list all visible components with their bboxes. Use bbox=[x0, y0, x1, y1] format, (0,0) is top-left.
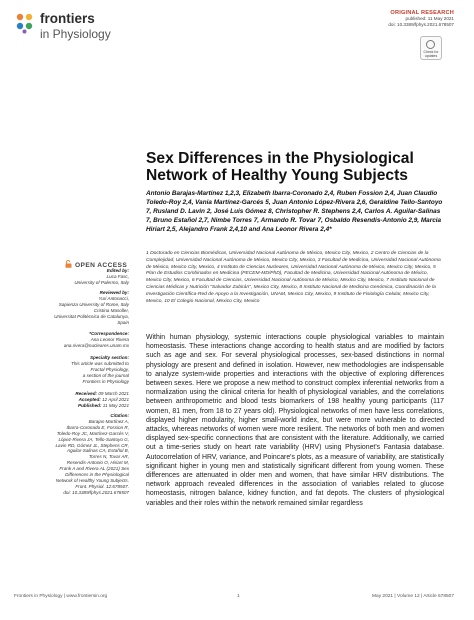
accepted-label: Accepted: bbox=[78, 396, 101, 402]
check-updates-button[interactable] bbox=[420, 36, 442, 60]
citation-line: Differences in the Physiological bbox=[65, 472, 129, 478]
published-row bbox=[34, 403, 129, 409]
abstract-text: Within human physiology, systemic interactions couple physiological variables to maintain homeostasis. These interactions change according to health status and are modified by factors such as age and sex. For several physiological processes, sex-based distinctions in normal physiology are present and defined in isolation. However, new methodologies are indispensable to analyze system-wide properties and interactions with the objective of exploring differences between sexes. Here we propose a new method to construct complex inferential networks from a normalization using the clinical criteria for health of physiological variables, and the correlations between anthropometric and blood tests biomarkers of 198 healthy young participants (117 women, 81 men, from 18 to 27 years old). Physiological networks of men have less correlations, displayed higher modularity, higher small-world index, but were more vulnerable to directed attacks, whereas networks of women were more resilient. The networks of both men and women displayed sex-specific connections that are consistent with the literature. Additionally, we carried out a time-series study on heart rate variability (HRV) using Physionet's Fantasia database. Autocorrelation of HRV, variance, and Poincare's plots, as a measure of variability, are statistically significant higher in young men and statistically significant different from young women. These differences are attenuated in older men and women, that have similar HRV distributions. The network approach revealed differences in the association of variables related to glucose homeostasis, nitrogen balance, kidney function, and fat depots. The clusters of physiological variables and their roles within the network remained similar regardless bbox=[146, 334, 444, 507]
specialty-line: Fractal Physiology, bbox=[90, 366, 129, 372]
specialty-block bbox=[34, 355, 129, 385]
citation-line: Frank A and Rivera AL (2021) Sex bbox=[59, 466, 129, 472]
published-date: published: 11 May 2021 bbox=[405, 16, 454, 21]
citation-block bbox=[34, 413, 129, 496]
citation-line: López-Rivera JA, Tello-Santoyo G, bbox=[58, 436, 129, 442]
article-title: Sex Differences in the Physiological Network of Healthy Young Subjects bbox=[146, 150, 414, 184]
reviewer-line: Spain bbox=[117, 319, 129, 325]
accepted-date: 12 April 2021 bbox=[102, 396, 129, 402]
published-date-side: 11 May 2021 bbox=[102, 402, 129, 408]
editor-affiliation: University of Palermo, Italy bbox=[74, 279, 129, 285]
received-date: 09 March 2021 bbox=[98, 391, 129, 396]
reviewed-by-block bbox=[34, 290, 129, 325]
correspondence-name: Ana Leonor Rivera bbox=[90, 336, 129, 342]
specialty-label: Specialty section: bbox=[89, 355, 129, 360]
correspondence-label: *Correspondence: bbox=[89, 331, 129, 336]
check-updates-label: Check for updates bbox=[423, 50, 439, 58]
citation-line: Lavin RD, Gómez JL, Stephens CR, bbox=[55, 442, 129, 448]
open-lock-icon bbox=[65, 260, 72, 268]
edited-by-block bbox=[34, 268, 129, 286]
author-list: Antonio Barajas-Martínez 1,2,3, Elizabeth Ibarra-Coronado 2,4, Ruben Fossion 2,4, Juan Claudio Toledo-Roy 2,4, Vania Martínez-Garcés 5, Juan Antonio López-Rivera 2,6, Geraldine Tello-Santoyo 7, Rusland D. Lavin 2, José Luis Gómez 8, Christopher R. Stephens 2,4, Carlos A. Aguilar-Salinas 7, Bruno Estañol 2,7, Nimbe Torres 7, Armando R. Tovar 7, Osbaldo Resendis-Antonio 2,9, Marcia Hiriart 2,5, Alejandro Frank 2,4,10 and Ana Leonor Rivera 2,4* bbox=[146, 190, 443, 233]
page-number: 1 bbox=[237, 594, 240, 599]
frontiers-logo-icon bbox=[14, 12, 36, 34]
specialty-line: This article was submitted to bbox=[71, 360, 129, 366]
editor-name: Luca Fasc, bbox=[106, 273, 129, 279]
journal-logo bbox=[14, 10, 154, 50]
article-type: ORIGINAL RESEARCH bbox=[390, 10, 454, 16]
citation-line: Ibarra-Coronado E, Fossion R, bbox=[66, 424, 129, 430]
citation-label: Citation: bbox=[110, 413, 129, 418]
reviewed-by-label: Reviewed by: bbox=[99, 290, 129, 295]
reviewer-line: Sapienza University of Rome, Italy bbox=[58, 301, 129, 307]
reviewer-line: Cristina Masoller, bbox=[93, 307, 129, 313]
affiliations: 1 Doctorado en Ciencias Biomédicas, Universidad Nacional Autónoma de México, Mexico City, Mexico, 2 Centro de Ciencias de la Complejidad, Universidad Nacional Autónoma de México, Mexico City, Mexico, 3 Facultad de Medicina, Universidad Nacional Autónoma de México, Mexico City, Mexico, 4 Instituto de Ciencias Nucleares, Universidad Nacional Autónoma de México, Mexico City, Mexico, 5 Plan de Estudios Combinados en Medicina (PECEM-MD/PhD), Facultad de Medicina, Universidad Nacional Autónoma de México, Mexico City, Mexico, 6 Facultad de Ciencias, Universidad Nacional Autónoma de México, Mexico City, Mexico, 7 Instituto Nacional de Ciencias Médicas y Nutrición "Salvador Zubirán", Mexico City, Mexico, 8 Instituto Nacional de Medicina Genómica, Coordinación de la Investigación Científica-Red de Apoyo a la Investigación, UNAM, Mexico City, Mexico, 9 Instituto de Fisiología Celular, Mexico City, Mexico, 10 El Colegio Nacional, Mexico City, Mexico bbox=[146, 251, 441, 304]
edited-by-label: Edited by: bbox=[106, 268, 129, 273]
footer-journal: Frontiers in Physiology | www.frontiersin.org bbox=[14, 594, 108, 599]
citation-doi[interactable]: doi: 10.3389/fphys.2021.678507 bbox=[63, 489, 129, 495]
reviewer-line: Universitat Politècnica de Catalunya, bbox=[54, 313, 129, 319]
received-label: Received: bbox=[75, 391, 98, 396]
citation-line: Toledo-Roy JC, Martínez-Garcés V, bbox=[56, 430, 129, 436]
doi-link[interactable]: doi: 10.3389/fphys.2021.678507 bbox=[388, 22, 454, 27]
publisher-name: frontiers bbox=[40, 11, 95, 26]
open-access-label: OPEN ACCESS bbox=[75, 262, 128, 269]
article-meta bbox=[388, 10, 454, 28]
correspondence-block bbox=[34, 331, 129, 349]
citation-line: Barajas-Martínez A, bbox=[88, 418, 129, 424]
citation-line: Front. Physiol. 12:678507. bbox=[75, 483, 129, 489]
specialty-line: Frontiers in Physiology bbox=[82, 378, 129, 384]
published-label: Published: bbox=[78, 402, 102, 408]
citation-line: Resendis-Antonio O, Hiriart M, bbox=[66, 460, 129, 466]
reviewer-line: Yuri Antonacci, bbox=[98, 295, 129, 301]
citation-line: Torres N, Tovar AR, bbox=[88, 454, 129, 460]
correspondence-email[interactable]: ana.rivera@nucleares.unam.mx bbox=[63, 342, 129, 348]
journal-name: in Physiology bbox=[40, 27, 111, 41]
citation-line: Aguilar-Salinas CA, Estañol B, bbox=[67, 448, 129, 454]
specialty-line: a section of the journal bbox=[82, 372, 129, 378]
dates-block bbox=[34, 391, 129, 409]
update-icon bbox=[426, 40, 435, 49]
citation-line: Network of Healthy Young Subjects. bbox=[55, 477, 129, 483]
footer-volume: May 2021 | Volume 12 | Article 678507 bbox=[372, 594, 454, 599]
